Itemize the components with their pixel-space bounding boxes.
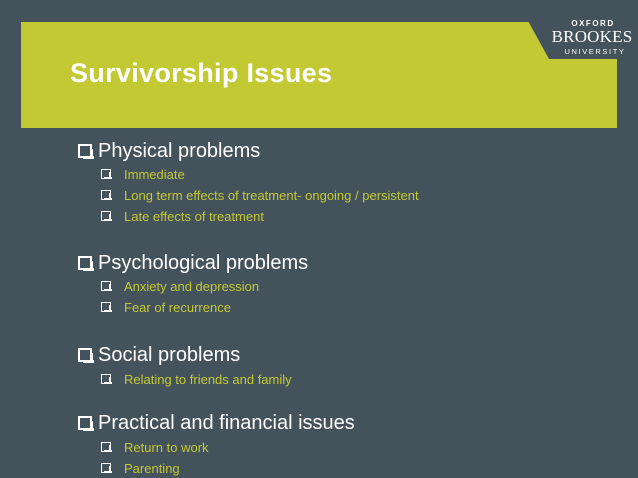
slide-title: Survivorship Issues: [70, 58, 333, 88]
bullet-sub: [101, 278, 259, 294]
logo-line-brookes: BROOKES: [551, 27, 633, 46]
bullet-sub-text: Anxiety and depression: [124, 278, 260, 294]
bullet-sub: [101, 371, 292, 387]
bullet-main-text: Psychological problems: [98, 251, 309, 274]
bullet-sub-text: Parenting: [124, 460, 180, 476]
checkbox-bullet-icon: [78, 348, 92, 362]
bullet-sub: [101, 208, 264, 224]
checkbox-bullet-icon: [78, 256, 92, 270]
bullet-sub-text: Fear of recurrence: [124, 299, 231, 315]
bullet-sub-text: Long term effects of treatment- ongoing / persistent: [124, 187, 419, 203]
bullet-sub: [101, 299, 231, 315]
bullet-main: [78, 139, 260, 163]
checkbox-bullet-icon: [78, 144, 92, 158]
bullet-main: [78, 251, 308, 275]
bullet-sub-text: Late effects of treatment: [124, 208, 264, 224]
bullet-sub-text: Return to work: [124, 439, 209, 455]
checkbox-bullet-icon: [101, 211, 111, 221]
logo-line-oxford: OXFORD: [571, 19, 615, 28]
bullet-sub-text: Relating to friends and family: [124, 371, 292, 387]
bullet-sub: [101, 439, 209, 455]
checkbox-bullet-icon: [101, 190, 111, 200]
checkbox-bullet-icon: [101, 302, 111, 312]
bullet-sub: [101, 166, 185, 182]
bullet-main-text: Practical and financial issues: [98, 411, 355, 434]
logo-line-university: UNIVERSITY: [564, 47, 626, 56]
bullet-sub-text: Immediate: [124, 166, 185, 182]
checkbox-bullet-icon: [101, 442, 111, 452]
checkbox-bullet-icon: [101, 374, 111, 384]
checkbox-bullet-icon: [101, 169, 111, 179]
checkbox-bullet-icon: [101, 281, 111, 291]
checkbox-bullet-icon: [78, 416, 92, 430]
bullet-main-text: Social problems: [98, 343, 241, 366]
checkbox-bullet-icon: [101, 463, 111, 473]
bullet-main: [78, 411, 355, 435]
bullet-sub: [101, 460, 180, 476]
bullet-main: [78, 343, 240, 367]
bullet-sub: [101, 187, 419, 203]
bullet-main-text: Physical problems: [98, 139, 261, 162]
university-logo: [527, 19, 638, 59]
